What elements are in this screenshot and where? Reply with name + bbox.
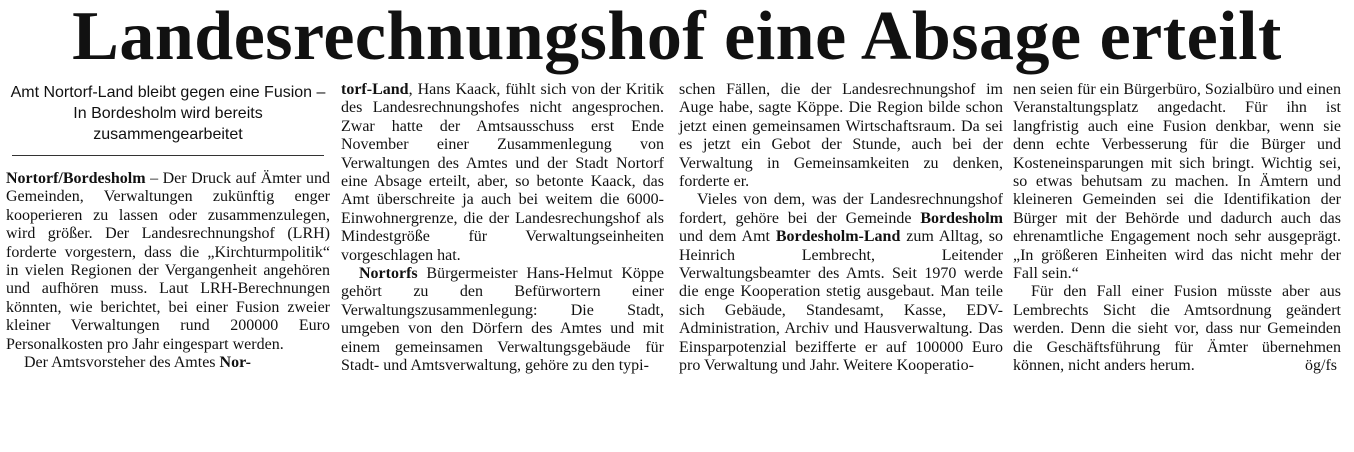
- paragraph-8: Für den Fall einer Fusion müsste aber aus Lembrechts Sicht die Amtsordnung geändert werden. Denn die sieht vor, dass nur Gemeinden die Geschäftsführung für Ämter übernehmen können, nicht anders herum.: [1013, 283, 1341, 375]
- author-initials: ög/fs: [1305, 357, 1337, 375]
- paragraph-7: nen seien für ein Bürgerbüro, Sozialbüro und einen Veranstaltungsplatz angedacht. Für ihn ist langfristig auch eine Fusion denkbar, wenn sie denn echte Verbesserung für die Bürger und Kosteneinsparungen mit sich bringt. Wichtig sei, so etwas behutsam zu machen. In Ämtern und kleineren Gemeinden sei die Identifikation der Bürger mit der Behörde und dadurch auch das ehrenamtliche Engagement noch sehr ausgeprägt. „In größeren Einheiten wird das nicht mehr der Fall sein.“: [1013, 81, 1341, 283]
- paragraph-6: Vieles von dem, was der Landesrechnungshof fordert, gehöre bei der Gemeinde Bordesholm und dem Amt Bordesholm-Land zum Alltag, so Heinrich Lembrecht, Leitender Verwaltungsbeamter des Amts. Seit 1970 werde die enge Kooperation stetig ausgebaut. Man teile sich Gebäude, Standesamt, Kasse, EDV-Administration, Archiv und Hausverwaltung. Das Einsparpotenzial bezifferte er auf 100000 Euro pro Verwaltung und Jahr. Weitere Kooperatio-: [679, 191, 1003, 375]
- article-column-1: [6, 81, 330, 372]
- article-subheadline: Amt Nortorf-Land bleibt gegen eine Fusion – In Bordesholm wird bereits zusammengearbeitet: [10, 84, 326, 143]
- paragraph-3: torf-Land, Hans Kaack, fühlt sich von der Kritik des Landesrechnungshofes nicht angesprochen. Zwar hatte der Amtsausschuss erst Ende November einer Zusammenlegung von Verwaltungen des Amtes und der Stadt Nortorf eine Absage erteilt, aber, so betonte Kaack, das Amt überschreite ja auch bei weitem die 6000-Einwohnergrenze, die der Landesrechungshof als Mindestgröße für Verwaltungseinheiten vorgeschlagen hat.: [341, 81, 664, 264]
- paragraph-4: Nortorfs Bürgermeister Hans-Helmut Köppe gehört zu den Befürwortern einer Verwaltungszusammenlegung: Die Stadt, umgeben von den Dörfern des Amtes und mit einem gemeinsamen Verwaltungsgebäude für Stadt- und Amtsverwaltung, gehöre zu den typi-: [341, 265, 664, 375]
- paragraph-1: Nortorf/Bordesholm – Der Druck auf Ämter und Gemeinden, Verwaltungen zukünftig enger kooperieren zu lassen oder zusammenzulegen, wird größer. Der Landesrechnungshof (LRH) forderte vorgestern, dass die „Kirchturmpolitik“ in vielen Regionen der Vergangenheit angehören und aufhören muss. Laut LRH-Berechnungen könnten, wie berichtet, bei einer Fusion zweier kleiner Verwaltungen rund 200000 Euro Personalkosten pro Jahr eingespart werden.: [6, 170, 330, 353]
- article-column-4: [1013, 81, 1341, 376]
- subheadline-divider: [12, 155, 324, 156]
- paragraph-2: Der Amtsvorsteher des Amtes Nor-: [24, 354, 251, 372]
- article-column-2: [341, 81, 664, 376]
- article-column-3: [679, 81, 1003, 376]
- article-headline: Landesrechnungshof eine Absage erteilt: [72, 0, 1282, 75]
- paragraph-5: schen Fällen, die der Landesrechnungshof im Auge habe, sagte Köppe. Die Region bilde schon jetzt einen gemeinsamen Wirtschaftsraum. Da sei es jetzt ein Gebot der Stunde, auch bei der Verwaltung in Gemeinsamkeiten zu denken, forderte er.: [679, 81, 1003, 191]
